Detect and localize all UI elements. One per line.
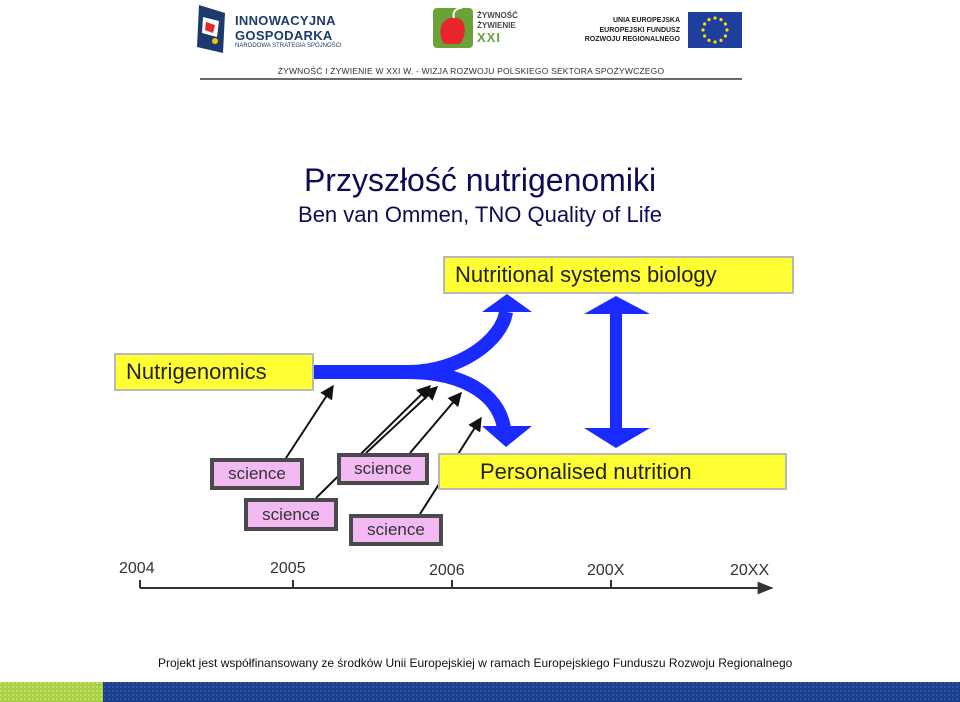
personalised-nutrition-box: Personalised nutrition bbox=[438, 453, 787, 490]
science-arrows bbox=[286, 386, 481, 514]
ue-line3: ROZWOJU REGIONALNEGO bbox=[584, 36, 680, 43]
zz-line1: ŻYWNOŚĆ bbox=[477, 11, 518, 20]
footer-funding-note: Projekt jest współfinansowany ze środków Unii Europejskiej w ramach Europejskiego Funduszu Rozwoju Regionalnego bbox=[158, 656, 793, 670]
timeline-label-20xx: 20XX bbox=[730, 562, 770, 579]
page-subtitle: Ben van Ommen, TNO Quality of Life bbox=[298, 202, 662, 227]
science-box-3: science bbox=[244, 498, 338, 531]
timeline-label-200x: 200X bbox=[587, 562, 625, 579]
footer-bar bbox=[0, 682, 960, 702]
science-box-1: science bbox=[210, 458, 304, 490]
timeline-label-2004: 2004 bbox=[119, 560, 155, 577]
timeline-label-2006: 2006 bbox=[429, 562, 465, 579]
ig-line3: NARODOWA STRATEGIA SPÓJNOŚCI bbox=[235, 43, 342, 49]
ig-line1: INNOWACYJNA bbox=[235, 13, 336, 28]
zz-line3: XXI bbox=[477, 30, 501, 45]
science-box-2: science bbox=[337, 453, 429, 485]
ue-line2: EUROPEJSKI FUNDUSZ bbox=[599, 27, 680, 34]
fork-arrow-icon bbox=[314, 294, 532, 447]
ig-line2: GOSPODARKA bbox=[235, 28, 333, 43]
page-title: Przyszłość nutrigenomiki bbox=[303, 162, 657, 198]
header-slogan: ŻYWNOŚĆ I ŻYWIENIE W XXI W. - WIZJA ROZWOJU POLSKIEGO SEKTORA SPOŻYWCZEGO bbox=[277, 66, 665, 76]
timeline-axis bbox=[140, 580, 772, 588]
science-box-4: science bbox=[349, 514, 443, 546]
nutrigenomics-box: Nutrigenomics bbox=[114, 353, 314, 391]
nutritional-systems-biology-box: Nutritional systems biology bbox=[443, 256, 794, 294]
double-arrow-icon bbox=[584, 296, 650, 448]
ue-line1: UNIA EUROPEJSKA bbox=[612, 17, 680, 24]
timeline-label-2005: 2005 bbox=[270, 560, 306, 577]
zz-line2: ŻYWIENIE bbox=[477, 21, 516, 30]
